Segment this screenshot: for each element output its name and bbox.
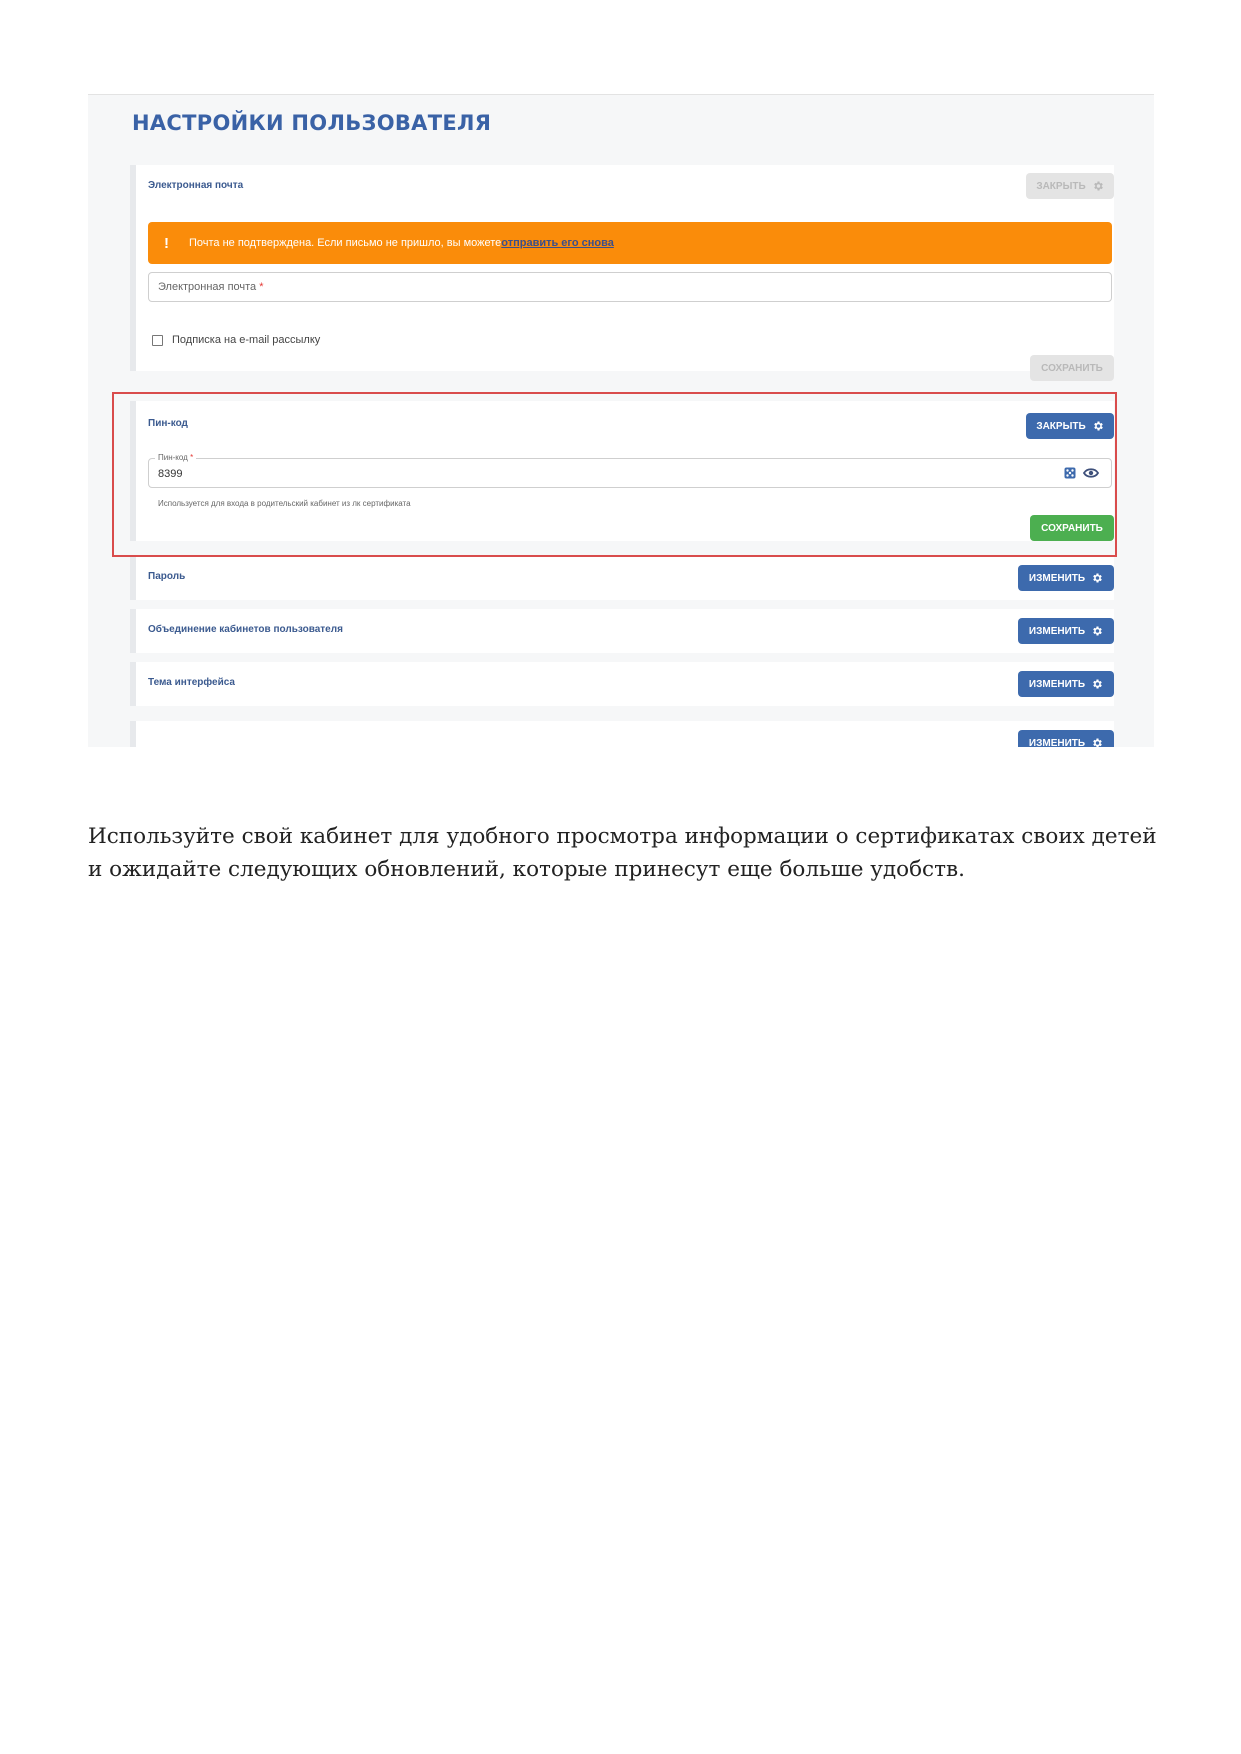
cut-off-card xyxy=(130,721,1114,747)
theme-card-title: Тема интерфейса xyxy=(148,677,235,688)
cut-off-change-button[interactable] xyxy=(1018,730,1114,747)
password-card xyxy=(130,556,1114,600)
password-change-label: ИЗМЕНИТЬ xyxy=(1028,572,1086,584)
email-placeholder: Электронная почта * xyxy=(158,281,264,293)
password-card-title: Пароль xyxy=(148,571,186,582)
gear-icon xyxy=(1091,678,1103,690)
pin-close-label: ЗАКРЫТЬ xyxy=(1036,420,1086,432)
pin-helper-text: Используется для входа в родительский кабинет из лк сертификата xyxy=(158,499,411,508)
cut-off-change-label: ИЗМЕНИТЬ xyxy=(1028,737,1086,747)
exclamation-icon: ! xyxy=(164,234,169,252)
email-close-label: ЗАКРЫТЬ xyxy=(1036,180,1086,192)
email-card-title: Электронная почта xyxy=(148,180,244,191)
pin-value: 8399 xyxy=(158,468,183,480)
merge-card-title: Объединение кабинетов пользователя xyxy=(148,624,343,635)
theme-card xyxy=(130,662,1114,706)
password-change-button[interactable] xyxy=(1018,565,1114,591)
subscription-checkbox[interactable] xyxy=(152,335,163,346)
alert-text: Почта не подтверждена. Если письмо не пришло, вы можете xyxy=(189,237,502,249)
gear-icon xyxy=(1091,625,1103,637)
pin-field-label: Пин-код * xyxy=(155,453,196,463)
email-save-button[interactable]: СОХРАНИТЬ xyxy=(1030,355,1114,381)
email-close-button[interactable] xyxy=(1026,173,1114,199)
theme-change-label: ИЗМЕНИТЬ xyxy=(1028,678,1086,690)
pin-highlight-frame xyxy=(112,392,1117,557)
page-title: НАСТРОЙКИ ПОЛЬЗОВАТЕЛЯ xyxy=(132,111,492,135)
merge-change-label: ИЗМЕНИТЬ xyxy=(1028,625,1086,637)
subscription-label: Подписка на e-mail рассылку xyxy=(172,334,321,346)
gear-icon xyxy=(1092,180,1104,192)
subscription-row xyxy=(152,334,320,346)
pin-save-button[interactable]: СОХРАНИТЬ xyxy=(1030,515,1114,541)
gear-icon xyxy=(1091,737,1103,747)
merge-change-button[interactable] xyxy=(1018,618,1114,644)
email-field[interactable] xyxy=(148,272,1112,302)
gear-icon xyxy=(1091,572,1103,584)
caption-paragraph: Используйте свой кабинет для удобного просмотра информации о сертификатах своих детей и ожидайте следующих обновлений, которые принесут еще больше удобств. xyxy=(88,824,1157,882)
email-unverified-alert xyxy=(148,222,1112,264)
merge-accounts-card xyxy=(130,609,1114,653)
resend-email-link[interactable]: отправить его снова xyxy=(501,237,614,249)
theme-change-button[interactable] xyxy=(1018,671,1114,697)
email-card xyxy=(130,165,1114,374)
pin-card-title: Пин-код xyxy=(148,418,188,429)
